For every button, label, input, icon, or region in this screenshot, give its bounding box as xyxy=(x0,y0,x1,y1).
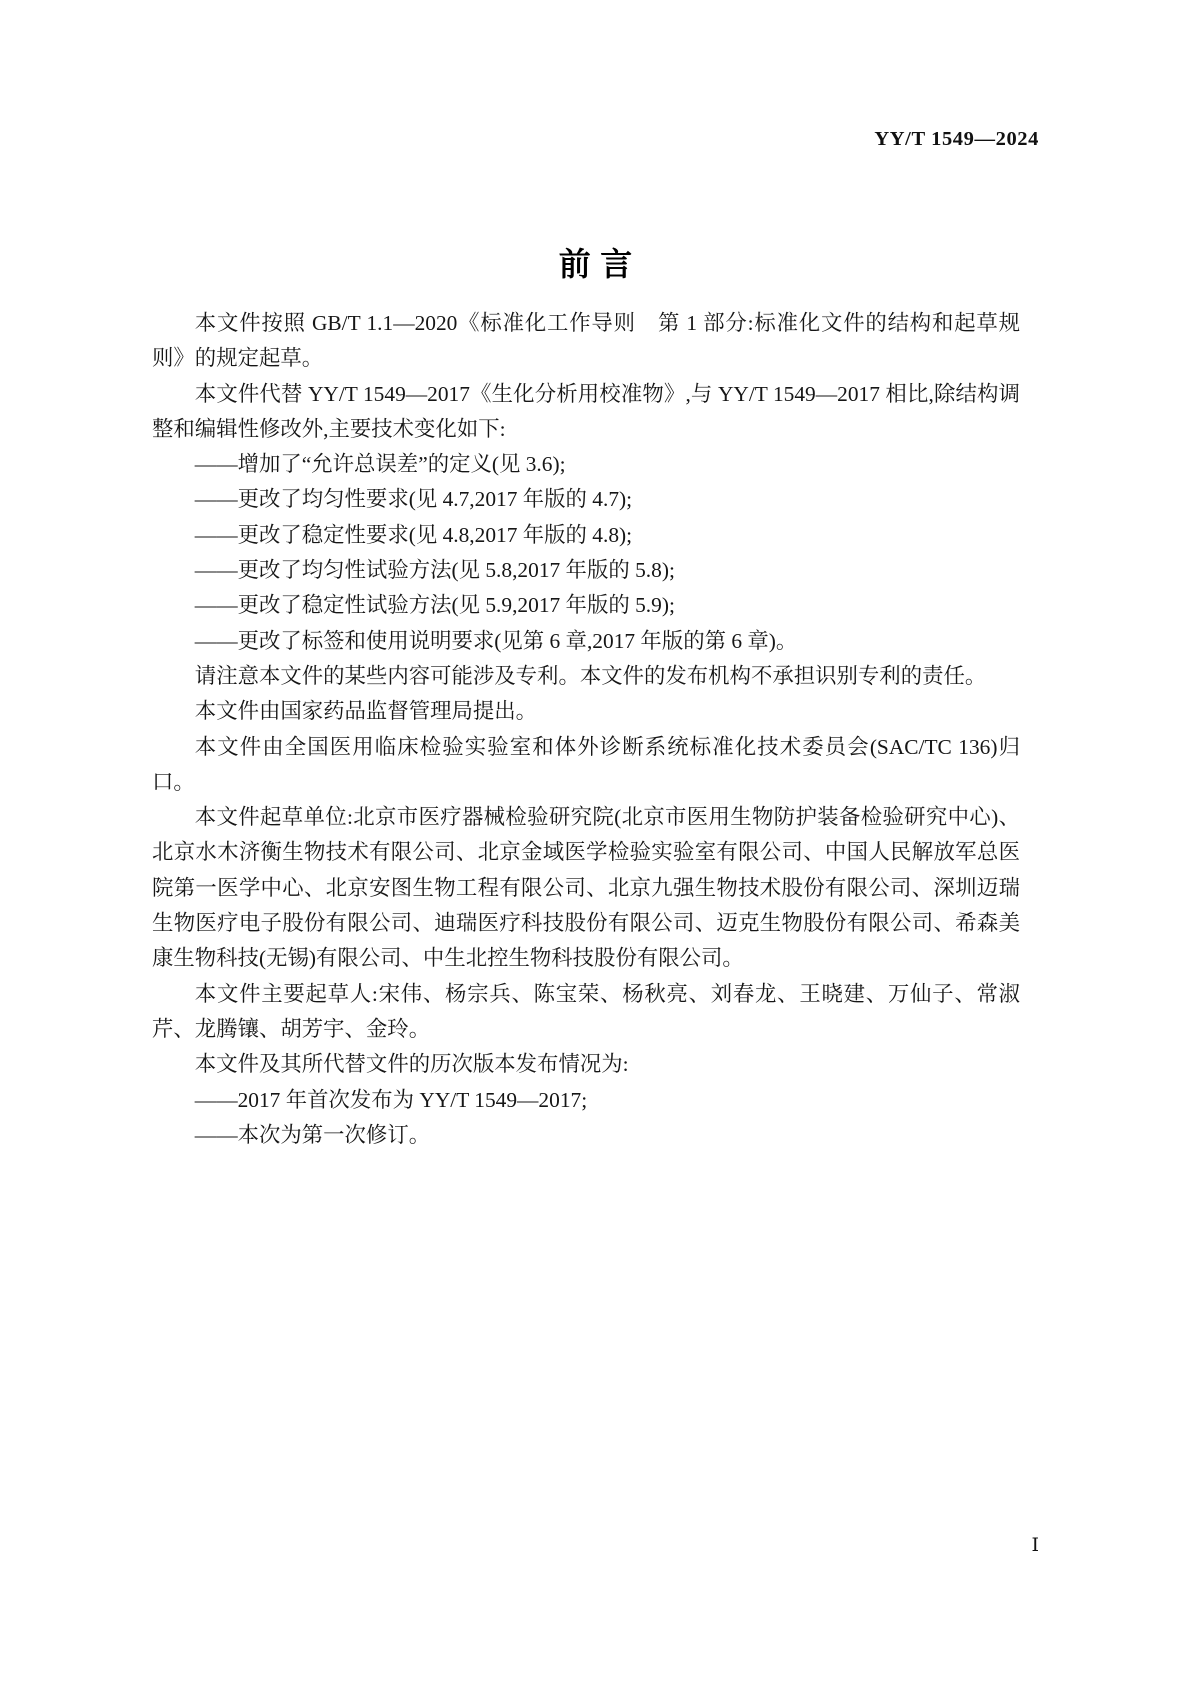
foreword-paragraph-main-drafters: 本文件主要起草人:宋伟、杨宗兵、陈宝荣、杨秋亮、刘春龙、王晓建、万仙子、常淑芹、龙腾镶、胡芳宇、金玲。 xyxy=(152,981,1020,1041)
version-history-item: ——本次为第一次修订。 xyxy=(194,1122,431,1147)
change-list-item: ——更改了稳定性要求(见 4.8,2017 年版的 4.8); xyxy=(194,522,633,547)
foreword-paragraph-patent-notice: 请注意本文件的某些内容可能涉及专利。本文件的发布机构不承担识别专利的责任。 xyxy=(194,663,987,688)
change-list-item: ——更改了均匀性要求(见 4.7,2017 年版的 4.7); xyxy=(194,487,633,512)
change-list-item: ——增加了“允许总误差”的定义(见 3.6); xyxy=(194,452,566,477)
page-number: Ⅰ xyxy=(1031,1535,1039,1556)
foreword-body xyxy=(152,306,1020,1153)
change-list-item: ——更改了均匀性试验方法(见 5.8,2017 年版的 5.8); xyxy=(194,558,675,583)
page-title: 前言 xyxy=(558,245,642,284)
version-history-item: ——2017 年首次发布为 YY/T 1549—2017; xyxy=(194,1087,588,1112)
foreword-paragraph-proposed-by: 本文件由国家药品监督管理局提出。 xyxy=(194,699,538,724)
foreword-paragraph-drafting-organizations: 本文件起草单位:北京市医疗器械检验研究院(北京市医用生物防护装备检验研究中心)、北京水木济衡生物技术有限公司、北京金域医学检验实验室有限公司、中国人民解放军总医院第一医学中心、北京安图生物工程有限公司、北京九强生物技术股份有限公司、深圳迈瑞生物医疗电子股份有限公司、迪瑞医疗科技股份有限公司、迈克生物股份有限公司、希森美康生物科技(无锡)有限公司、中生北控生物科技股份有限公司。 xyxy=(152,805,1020,971)
foreword-paragraph-administered-by: 本文件由全国医用临床检验实验室和体外诊断系统标准化技术委员会(SAC/TC 136)归口。 xyxy=(152,734,1020,794)
change-list-item: ——更改了稳定性试验方法(见 5.9,2017 年版的 5.9); xyxy=(194,593,675,618)
change-list-item: ——更改了标签和使用说明要求(见第 6 章,2017 年版的第 6 章)。 xyxy=(194,628,798,653)
foreword-paragraph-replaces: 本文件代替 YY/T 1549—2017《生化分析用校准物》,与 YY/T 1549—2017 相比,除结构调整和编辑性修改外,主要技术变化如下: xyxy=(152,381,1020,441)
foreword-paragraph-version-history-intro: 本文件及其所代替文件的历次版本发布情况为: xyxy=(194,1052,629,1077)
running-header-standard-number: YY/T 1549—2024 xyxy=(874,128,1039,150)
foreword-paragraph-basis: 本文件按照 GB/T 1.1—2020《标准化工作导则 第 1 部分:标准化文件的结构和起草规则》的规定起草。 xyxy=(152,311,1020,371)
